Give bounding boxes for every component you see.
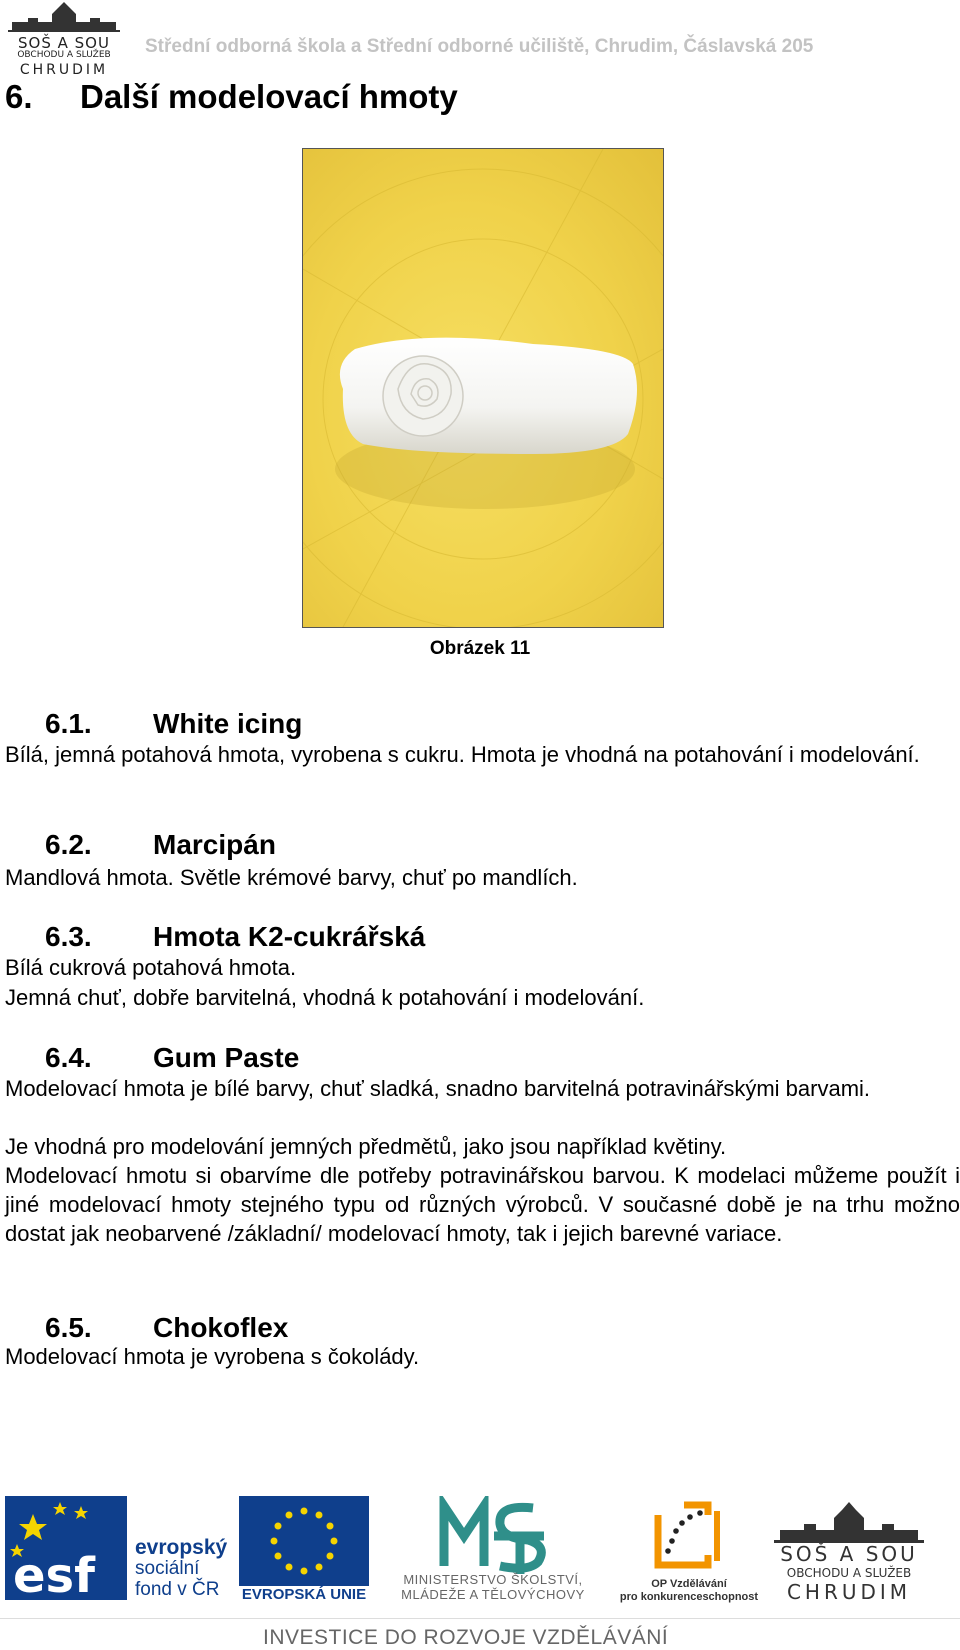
op-text [614,1578,764,1604]
svg-text:esf: esf [13,1548,96,1600]
sos-line-2: OBCHODU A SLUŽEB [786,1566,912,1580]
section-title-6-5: 6.5. Chokoflex [45,1312,289,1343]
esf-line-1: evropský [135,1536,228,1559]
investice-slogan: INVESTICE DO ROZVOJE VZDĚLÁVÁNÍ [263,1626,669,1649]
logo-line-1: SOŠ A SOU [18,34,110,52]
figure-caption: Obrázek 11 [429,638,531,659]
op-line-2: pro konkurenceschopnost [619,1591,759,1603]
section-title-6-3: 6.3. Hmota K2-cukrářská [45,921,426,952]
msmt-line-1: MINISTERSTVO ŠKOLSTVÍ, [403,1572,583,1587]
esf-logo [5,1496,127,1600]
section-6-1-text: Bílá, jemná potahová hmota, vyrobena s cukru. Hmota je vhodná na potahování i modelování. [5,742,920,767]
school-logo [8,0,120,80]
section-6-3-text-2: Jemná chuť, dobře barvitelná, vhodná k potahování i modelování. [5,985,645,1010]
castle-icon [8,0,120,34]
footer-divider [0,1618,960,1619]
section-title-6-1: 6.1. White icing [45,708,303,739]
section-6-3-text-1: Bílá cukrová potahová hmota. [5,955,297,980]
esf-line-3: fond v ČR [135,1579,220,1600]
section-6-5-text: Modelovací hmota je vyrobena s čokolády. [5,1344,420,1369]
section-6-4-text-2: Je vhodná pro modelování jemných předmětů, jako jsou například květiny. [5,1134,727,1159]
school-name: Střední odborná škola a Střední odborné učiliště, Chrudim, Čáslavská 205 [145,36,814,57]
msmt-text [378,1572,608,1602]
section-title-6-2: 6.2. Marcipán [45,829,276,860]
esf-text [135,1537,227,1600]
op-logo-icon [648,1495,728,1575]
section-6-4-text-1: Modelovací hmota je bílé barvy, chuť sladká, snadno barvitelná potravinářskými barvami. [5,1076,871,1101]
msmt-line-2: MLÁDEŽE A TĚLOVÝCHOVY [401,1587,585,1602]
sos-line-1: SOŠ A SOU [780,1542,918,1566]
msmt-logo-icon [438,1496,550,1576]
logo-line-3: CHRUDIM [19,62,109,78]
chapter-title-text: Další modelovací hmoty [80,78,458,115]
section-6-2-text: Mandlová hmota. Světle krémové barvy, chuť po mandlích. [5,865,578,890]
op-line-1: OP Vzdělávání [651,1578,727,1590]
icing-rose-photo [303,149,663,627]
chapter-number: 6. [5,78,33,115]
logo-line-2: OBCHODU A SLUŽEB [17,50,111,60]
section-title-6-4: 6.4. Gum Paste [45,1042,300,1073]
esf-line-2: sociální [135,1558,200,1579]
section-6-4-text-3: Modelovací hmotu si obarvíme dle potřeby potravinářskou barvou. K modelaci můžeme použít i jiné modelovací hmoty stejného typu od různých výrobců. V současné době je na trhu možno dostat jak neobarvené /základní/ modelovací hmoty, tak i jejich barevné variace. [5,1163,960,1246]
esf-mark-icon [5,1496,127,1600]
sos-line-3: CHRUDIM [786,1580,912,1604]
eu-flag-icon [239,1496,369,1586]
figure-photo [302,148,664,628]
chapter-title [5,78,458,116]
eu-text: EVROPSKÁ UNIE [241,1586,367,1603]
